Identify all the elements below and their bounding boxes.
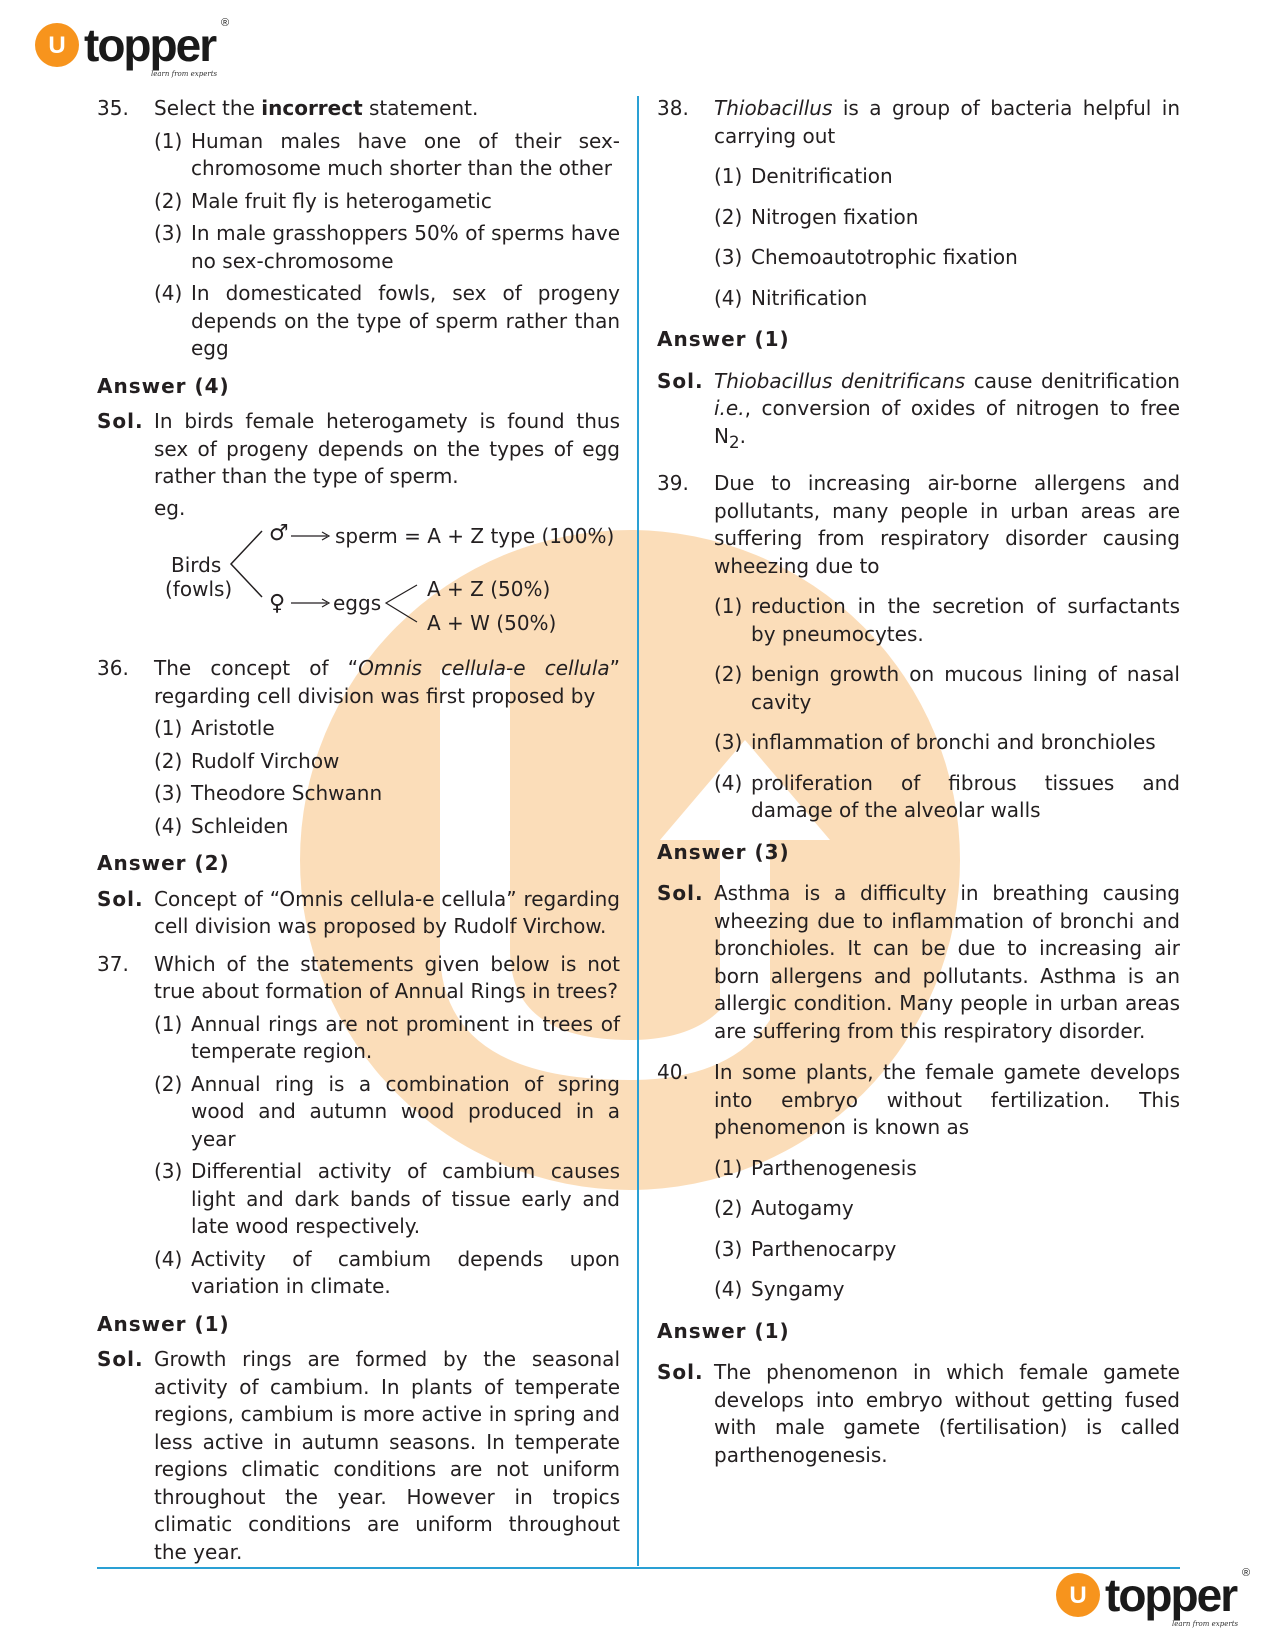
option: (1) Aristotle [154, 716, 275, 740]
option: (1) Denitrification [714, 164, 893, 188]
options-37 [154, 1011, 620, 1301]
option: (2) Male fruit fly is heterogametic [154, 188, 492, 213]
fowls-label: (fowls) [165, 577, 233, 601]
question-text: Which of the statements given below is not true about formation of Annual Rings in trees? [154, 951, 620, 1003]
badge-letter: U [1069, 1582, 1087, 1609]
question-number: 36. [97, 656, 129, 680]
brand-name: topper [1105, 1569, 1237, 1621]
option: (4) proliferation of fibrous tissues and damage of the alveolar walls [714, 770, 1180, 822]
question-number: 39. [657, 471, 689, 495]
answer-37: Answer (1) [97, 1311, 230, 1336]
option: (1) reduction in the secretion of surfactants by pneumocytes. [714, 594, 1180, 646]
question-text: In some plants, the female gamete develops into embryo without fertilization. This phenomenon is known as [714, 1060, 1180, 1139]
option: (1) Parthenogenesis [714, 1155, 917, 1180]
question-38 [657, 95, 1180, 150]
solution-40: Sol. The phenomenon in which female gamete develops into embryo without getting fused with male gamete (fertilisation) is called parthenogenesis. [657, 1360, 1180, 1467]
option: (1) Annual rings are not prominent in trees of temperate region. [154, 1011, 620, 1063]
options-40 [714, 1155, 1180, 1304]
solution-38: Sol. Thiobacillus denitrificans cause denitrification i.e., conversion of oxides of nitrogen to free $N_2$. [657, 368, 1180, 452]
topper-logo [34, 17, 230, 78]
question-40 [657, 1059, 1180, 1142]
question-37 [97, 951, 620, 1006]
male-symbol-icon: ♂ [269, 521, 289, 546]
option: (4) Nitrification [714, 285, 868, 310]
eggs-label: eggs [333, 591, 382, 615]
solution-37: Sol. Growth rings are formed by the seasonal activity of cambium. In plants of temperate regions, cambium is more active in spring and less active in autumn seasons. In temperate regions climatic conditions are not uniform throughout the year. However in tropics climatic conditions are uniform throughout the year. [97, 1347, 620, 1564]
topper-badge-icon [34, 22, 80, 68]
answer-40: Answer (1) [657, 1318, 790, 1343]
options-38 [714, 163, 1180, 312]
birds-label: Birds [171, 553, 222, 577]
left-column [97, 95, 620, 1566]
brand-tagline: learn from experts [150, 70, 218, 78]
brand-name: topper [84, 19, 216, 71]
column-divider [637, 96, 639, 1566]
egg-type-aw: A + W (50%) [427, 611, 557, 635]
option: (3) In male grasshoppers 50% of sperms have no sex-chromosome [154, 221, 620, 273]
option: (4) Activity of cambium depends upon variation in climate. [154, 1246, 620, 1298]
options-35 [154, 128, 620, 363]
sperm-type-label: sperm = A + Z type (100%) [335, 524, 615, 548]
options-36 [154, 715, 620, 840]
sex-determination-diagram [97, 520, 620, 645]
option: (4) Syngamy [714, 1277, 845, 1301]
female-symbol-icon: ♀ [269, 591, 286, 616]
badge-letter: U [48, 32, 66, 59]
registered-mark: ® [221, 17, 230, 29]
answer-38: Answer (1) [657, 327, 790, 351]
option: (4) Schleiden [154, 813, 289, 838]
option: (2) Rudolf Virchow [154, 748, 340, 773]
option: (3) Parthenocarpy [714, 1236, 897, 1261]
topper-badge-icon [1055, 1572, 1101, 1618]
topper-logo-footer [1055, 1567, 1251, 1628]
option: (3) inflammation of bronchi and bronchioles [714, 730, 1156, 754]
options-39 [714, 593, 1180, 825]
solution-35: Sol. In birds female heterogamety is found thus sex of progeny depends on the types of egg rather than the type of sperm. [97, 409, 620, 488]
egg-type-az: A + Z (50%) [427, 577, 551, 601]
brand-wordmark [1105, 1567, 1251, 1628]
option: (3) Chemoautotrophic fixation [714, 245, 1018, 269]
brand-wordmark [84, 17, 230, 78]
question-36 [97, 655, 620, 710]
question-text: Thiobacillus is a group of bacteria helpful in carrying out [714, 96, 1180, 148]
question-text: Due to increasing air-borne allergens and pollutants, many people in urban areas are suffering from respiratory disorder causing wheezing due to [714, 471, 1180, 578]
answer-36: Answer (2) [97, 851, 230, 875]
question-number: 37. [97, 951, 129, 976]
option: (3) Theodore Schwann [154, 781, 383, 805]
question-number: 40. [657, 1060, 689, 1084]
answer-35: Answer (4) [97, 373, 230, 398]
registered-mark: ® [1242, 1567, 1251, 1579]
question-39 [657, 470, 1180, 580]
question-number: 35. [97, 96, 129, 120]
option: (4) In domesticated fowls, sex of progeny depends on the type of sperm rather than egg [154, 281, 620, 360]
question-number: 38. [657, 96, 689, 120]
option: (2) Autogamy [714, 1196, 854, 1220]
solution-39: Sol. Asthma is a difficulty in breathing causing wheezing due to inflammation of bronchi and bronchioles. It can be due to increasing air born allergens and pollutants. Asthma is an allergic condition. Many people in urban areas are suffering from this respiratory disorder. [657, 881, 1180, 1043]
question-35 [97, 95, 620, 123]
answer-39: Answer (3) [657, 839, 790, 864]
option: (2) Annual ring is a combination of spring wood and autumn wood produced in a year [154, 1071, 620, 1151]
brand-tagline: learn from experts [1171, 1620, 1239, 1628]
right-column [657, 95, 1180, 1469]
footer-rule [97, 1567, 1180, 1569]
question-text: The concept of “Omnis cellula-e cellula” regarding cell division was first proposed by [154, 656, 621, 708]
solution-36: Sol. Concept of “Omnis cellula-e cellula” regarding cell division was proposed by Rudolf Virchow. [97, 886, 620, 938]
question-text: Select the incorrect statement. [154, 96, 479, 120]
example-label: eg. [154, 495, 186, 520]
option: (2) benign growth on mucous lining of nasal cavity [714, 662, 1180, 714]
option: (1) Human males have one of their sex-chromosome much shorter than the other [154, 128, 620, 180]
option: (3) Differential activity of cambium causes light and dark bands of tissue early and late wood respectively. [154, 1159, 620, 1238]
option: (2) Nitrogen fixation [714, 204, 919, 229]
